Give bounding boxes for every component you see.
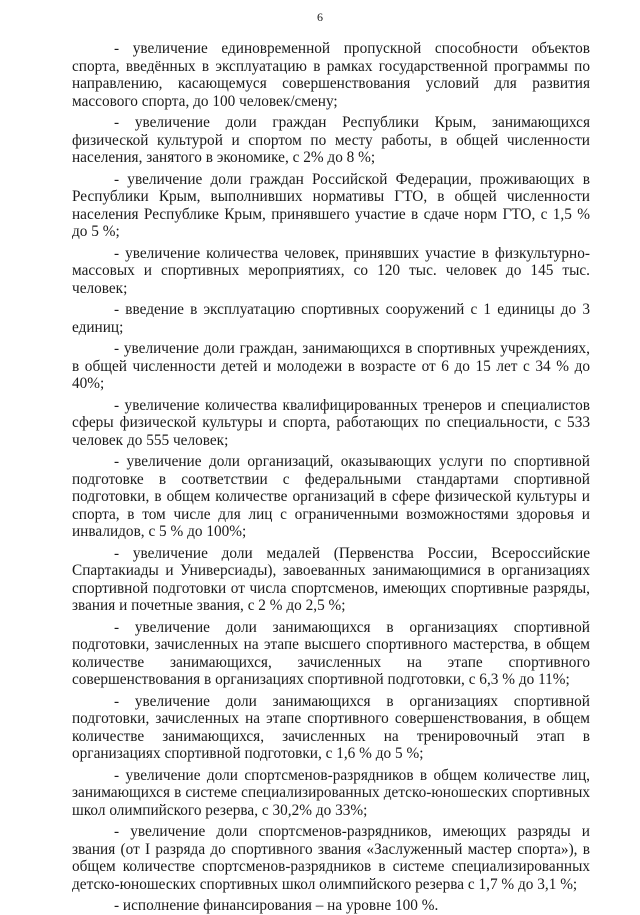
list-item: - исполнение финансирования – на уровне 100 %. (114, 897, 439, 914)
page-number: 6 (317, 10, 323, 24)
list-item: - увеличение доли спортсменов-разрядников, имеющих разряды и звания (от I разряда до спортивного звания «Заслуженный мастер спорта»), в общем количестве спортсменов-разрядников в системе специализированных детско-юношеских спортивных школ олимпийского резерва с 1,7 % до 3,1 %; (72, 823, 590, 893)
list-item: - увеличение доли граждан Российской Федерации, проживающих в Республики Крым, выполнивших нормативы ГТО, в общей численности населения Республике Крым, принявшего участие в сдаче норм ГТО, с 1,5 % до 5 %; (72, 170, 590, 240)
document-body (72, 40, 590, 915)
list-item: - увеличение доли медалей (Первенства России, Всероссийские Спартакиады и Универсиады), завоеванных занимающимися в организациях спортивной подготовки от числа спортсменов, имеющих спортивные разряды, звания и почетные звания, с 2 % до 2,5 %; (72, 544, 590, 614)
list-item: - увеличение доли организаций, оказывающих услуги по спортивной подготовке в соответствии с федеральными стандартами спортивной подготовки, в общем количестве организаций в сфере физической культуры и спорта, в том числе для лиц с ограниченными возможностями здоровья и инвалидов, с 5 % до 100%; (72, 453, 590, 540)
list-item: - увеличение количества человек, принявших участие в физкультурно-массовых и спортивных мероприятиях, со 120 тыс. человек до 145 тыс. человек; (72, 244, 590, 297)
list-item: - увеличение единовременной пропускной способности объектов спорта, введённых в эксплуатацию в рамках государственной программы по направлению, касающемуся совершенствования условий для развития массового спорта, до 100 человек/смену; (72, 40, 590, 110)
list-item: - введение в эксплуатацию спортивных сооружений с 1 единицы до 3 единиц; (72, 301, 590, 336)
list-item: - увеличение доли спортсменов-разрядников в общем количестве лиц, занимающихся в системе специализированных детско-юношеских спортивных школ олимпийского резерва, с 30,2% до 33%; (72, 766, 590, 819)
list-item: - увеличение доли занимающихся в организациях спортивной подготовки, зачисленных на этапе высшего спортивного мастерства, в общем количестве занимающихся, зачисленных на этапе спортивного совершенствования в организациях спортивной подготовки, с 6,3 % до 11%; (72, 618, 590, 688)
list-item: - увеличение доли граждан Республики Крым, занимающихся физической культурой и спортом по месту работы, в общей численности населения, занятого в экономике, с 2% до 8 %; (72, 114, 590, 166)
list-item: - увеличение доли занимающихся в организациях спортивной подготовки, зачисленных на этапе спортивного совершенствования, в общем количестве занимающихся, зачисленных на тренировочный этап в организациях спортивной подготовки, с 1,6 % до 5 %; (72, 692, 590, 762)
list-item: - увеличение количества квалифицированных тренеров и специалистов сферы физической культуры и спорта, работающих по специальности, с 533 человек до 555 человек; (72, 396, 590, 449)
list-item: - увеличение доли граждан, занимающихся в спортивных учреждениях, в общей численности детей и молодежи в возрасте от 6 до 15 лет с 34 % до 40%; (72, 340, 590, 392)
